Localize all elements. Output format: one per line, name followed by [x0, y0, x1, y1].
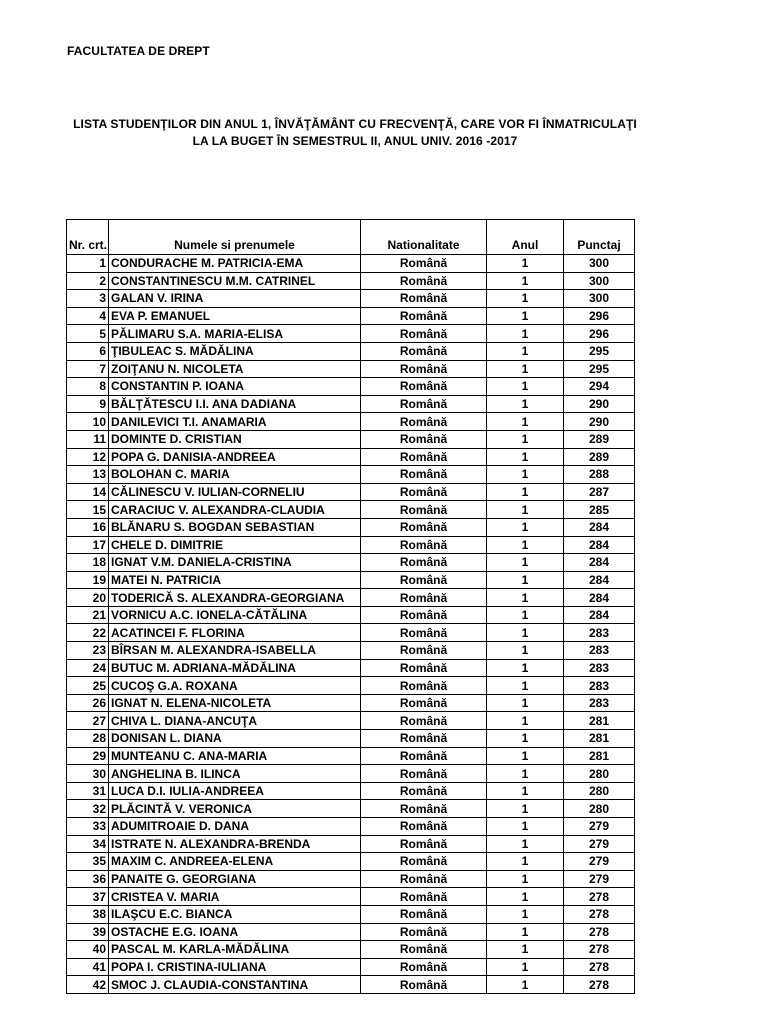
row-number-cell: 4	[67, 307, 109, 325]
year-cell: 1	[487, 430, 564, 448]
student-name-cell: CĂLINESCU V. IULIAN-CORNELIU	[109, 483, 361, 501]
table-row	[67, 694, 635, 712]
score-cell: 300	[564, 290, 635, 308]
table-row	[67, 378, 635, 396]
row-number-cell: 36	[67, 870, 109, 888]
student-name-cell: DONISAN L. DIANA	[109, 730, 361, 748]
score-cell: 294	[564, 378, 635, 396]
row-number-cell: 6	[67, 342, 109, 360]
table-row	[67, 325, 635, 343]
score-cell: 278	[564, 958, 635, 976]
year-cell: 1	[487, 466, 564, 484]
nationality-cell: Română	[361, 413, 487, 431]
student-name-cell: ISTRATE N. ALEXANDRA-BRENDA	[109, 835, 361, 853]
nationality-cell: Română	[361, 571, 487, 589]
nationality-cell: Română	[361, 800, 487, 818]
table-row	[67, 342, 635, 360]
column-header-nr: Nr. crt.	[67, 220, 109, 255]
row-number-cell: 33	[67, 818, 109, 836]
table-row	[67, 870, 635, 888]
score-cell: 284	[564, 536, 635, 554]
year-cell: 1	[487, 835, 564, 853]
student-name-cell: CRISTEA V. MARIA	[109, 888, 361, 906]
table-row	[67, 360, 635, 378]
student-name-cell: BUTUC M. ADRIANA-MĂDĂLINA	[109, 659, 361, 677]
table-row	[67, 272, 635, 290]
score-cell: 296	[564, 325, 635, 343]
nationality-cell: Română	[361, 483, 487, 501]
student-name-cell: CHIVA L. DIANA-ANCUŢA	[109, 712, 361, 730]
nationality-cell: Română	[361, 272, 487, 290]
table-row	[67, 976, 635, 994]
nationality-cell: Română	[361, 606, 487, 624]
score-cell: 300	[564, 272, 635, 290]
nationality-cell: Română	[361, 888, 487, 906]
row-number-cell: 20	[67, 589, 109, 607]
table-row	[67, 554, 635, 572]
student-name-cell: IGNAT N. ELENA-NICOLETA	[109, 694, 361, 712]
student-name-cell: CONSTANTINESCU M.M. CATRINEL	[109, 272, 361, 290]
score-cell: 284	[564, 554, 635, 572]
student-name-cell: MUNTEANU C. ANA-MARIA	[109, 747, 361, 765]
student-name-cell: VORNICU A.C. IONELA-CĂTĂLINA	[109, 606, 361, 624]
year-cell: 1	[487, 606, 564, 624]
table-row	[67, 800, 635, 818]
student-name-cell: DOMINTE D. CRISTIAN	[109, 430, 361, 448]
row-number-cell: 9	[67, 395, 109, 413]
table-row	[67, 923, 635, 941]
score-cell: 295	[564, 360, 635, 378]
year-cell: 1	[487, 870, 564, 888]
score-cell: 283	[564, 677, 635, 695]
score-cell: 290	[564, 413, 635, 431]
year-cell: 1	[487, 325, 564, 343]
student-name-cell: TODERICĂ S. ALEXANDRA-GEORGIANA	[109, 589, 361, 607]
row-number-cell: 22	[67, 624, 109, 642]
year-cell: 1	[487, 589, 564, 607]
nationality-cell: Română	[361, 307, 487, 325]
student-name-cell: LUCA D.I. IULIA-ANDREEA	[109, 782, 361, 800]
row-number-cell: 32	[67, 800, 109, 818]
score-cell: 279	[564, 870, 635, 888]
nationality-cell: Română	[361, 747, 487, 765]
year-cell: 1	[487, 483, 564, 501]
year-cell: 1	[487, 941, 564, 959]
score-cell: 279	[564, 853, 635, 871]
student-name-cell: IGNAT V.M. DANIELA-CRISTINA	[109, 554, 361, 572]
table-row	[67, 712, 635, 730]
row-number-cell: 15	[67, 501, 109, 519]
row-number-cell: 29	[67, 747, 109, 765]
nationality-cell: Română	[361, 765, 487, 783]
nationality-cell: Română	[361, 835, 487, 853]
nationality-cell: Română	[361, 501, 487, 519]
student-name-cell: BOLOHAN C. MARIA	[109, 466, 361, 484]
score-cell: 283	[564, 624, 635, 642]
year-cell: 1	[487, 818, 564, 836]
year-cell: 1	[487, 571, 564, 589]
table-row	[67, 501, 635, 519]
score-cell: 295	[564, 342, 635, 360]
student-name-cell: PANAITE G. GEORGIANA	[109, 870, 361, 888]
nationality-cell: Română	[361, 976, 487, 994]
row-number-cell: 7	[67, 360, 109, 378]
table-row	[67, 395, 635, 413]
nationality-cell: Română	[361, 395, 487, 413]
nationality-cell: Română	[361, 430, 487, 448]
year-cell: 1	[487, 853, 564, 871]
student-name-cell: DANILEVICI T.I. ANAMARIA	[109, 413, 361, 431]
year-cell: 1	[487, 360, 564, 378]
year-cell: 1	[487, 307, 564, 325]
score-cell: 278	[564, 905, 635, 923]
student-name-cell: OSTACHE E.G. IOANA	[109, 923, 361, 941]
row-number-cell: 28	[67, 730, 109, 748]
student-name-cell: ZOIŢANU N. NICOLETA	[109, 360, 361, 378]
row-number-cell: 21	[67, 606, 109, 624]
year-cell: 1	[487, 712, 564, 730]
row-number-cell: 19	[67, 571, 109, 589]
row-number-cell: 13	[67, 466, 109, 484]
year-cell: 1	[487, 413, 564, 431]
year-cell: 1	[487, 958, 564, 976]
row-number-cell: 3	[67, 290, 109, 308]
year-cell: 1	[487, 554, 564, 572]
row-number-cell: 8	[67, 378, 109, 396]
student-name-cell: GALAN V. IRINA	[109, 290, 361, 308]
score-cell: 278	[564, 976, 635, 994]
score-cell: 278	[564, 888, 635, 906]
table-row	[67, 255, 635, 273]
student-name-cell: ADUMITROAIE D. DANA	[109, 818, 361, 836]
year-cell: 1	[487, 923, 564, 941]
nationality-cell: Română	[361, 518, 487, 536]
student-name-cell: PĂLIMARU S.A. MARIA-ELISA	[109, 325, 361, 343]
row-number-cell: 16	[67, 518, 109, 536]
row-number-cell: 26	[67, 694, 109, 712]
year-cell: 1	[487, 342, 564, 360]
year-cell: 1	[487, 800, 564, 818]
column-header-nationality: Nationalitate	[361, 220, 487, 255]
score-cell: 284	[564, 571, 635, 589]
nationality-cell: Română	[361, 290, 487, 308]
nationality-cell: Română	[361, 677, 487, 695]
year-cell: 1	[487, 677, 564, 695]
year-cell: 1	[487, 624, 564, 642]
table-row	[67, 290, 635, 308]
year-cell: 1	[487, 255, 564, 273]
student-name-cell: ILAŞCU E.C. BIANCA	[109, 905, 361, 923]
row-number-cell: 12	[67, 448, 109, 466]
score-cell: 284	[564, 518, 635, 536]
student-name-cell: SMOC J. CLAUDIA-CONSTANTINA	[109, 976, 361, 994]
year-cell: 1	[487, 694, 564, 712]
score-cell: 281	[564, 747, 635, 765]
year-cell: 1	[487, 536, 564, 554]
student-name-cell: PLĂCINTĂ V. VERONICA	[109, 800, 361, 818]
row-number-cell: 34	[67, 835, 109, 853]
score-cell: 278	[564, 941, 635, 959]
faculty-name: FACULTATEA DE DREPT	[67, 44, 210, 58]
score-cell: 279	[564, 835, 635, 853]
score-cell: 290	[564, 395, 635, 413]
nationality-cell: Română	[361, 958, 487, 976]
table-row	[67, 835, 635, 853]
nationality-cell: Română	[361, 378, 487, 396]
year-cell: 1	[487, 448, 564, 466]
nationality-cell: Română	[361, 624, 487, 642]
table-row	[67, 413, 635, 431]
nationality-cell: Română	[361, 853, 487, 871]
year-cell: 1	[487, 378, 564, 396]
row-number-cell: 35	[67, 853, 109, 871]
year-cell: 1	[487, 976, 564, 994]
nationality-cell: Română	[361, 818, 487, 836]
score-cell: 289	[564, 448, 635, 466]
row-number-cell: 14	[67, 483, 109, 501]
column-header-score: Punctaj	[564, 220, 635, 255]
row-number-cell: 11	[67, 430, 109, 448]
row-number-cell: 37	[67, 888, 109, 906]
score-cell: 279	[564, 818, 635, 836]
nationality-cell: Română	[361, 342, 487, 360]
row-number-cell: 5	[67, 325, 109, 343]
score-cell: 280	[564, 782, 635, 800]
year-cell: 1	[487, 272, 564, 290]
nationality-cell: Română	[361, 360, 487, 378]
year-cell: 1	[487, 518, 564, 536]
nationality-cell: Română	[361, 642, 487, 660]
row-number-cell: 18	[67, 554, 109, 572]
nationality-cell: Română	[361, 448, 487, 466]
score-cell: 278	[564, 923, 635, 941]
score-cell: 285	[564, 501, 635, 519]
nationality-cell: Română	[361, 941, 487, 959]
year-cell: 1	[487, 888, 564, 906]
table-row	[67, 941, 635, 959]
student-name-cell: CONSTANTIN P. IOANA	[109, 378, 361, 396]
student-name-cell: CONDURACHE M. PATRICIA-EMA	[109, 255, 361, 273]
score-cell: 284	[564, 589, 635, 607]
student-name-cell: BÎRSAN M. ALEXANDRA-ISABELLA	[109, 642, 361, 660]
table-row	[67, 606, 635, 624]
table-row	[67, 448, 635, 466]
table-row	[67, 624, 635, 642]
table-row	[67, 677, 635, 695]
nationality-cell: Română	[361, 255, 487, 273]
nationality-cell: Română	[361, 466, 487, 484]
column-header-name: Numele si prenumele	[109, 220, 361, 255]
nationality-cell: Română	[361, 589, 487, 607]
document-title-line-1: LISTA STUDENŢILOR DIN ANUL 1, ÎNVĂŢĂMÂNT CU FRECVENŢĂ, CARE VOR FI ÎNMATRICULAŢI	[73, 117, 637, 131]
year-cell: 1	[487, 747, 564, 765]
year-cell: 1	[487, 642, 564, 660]
student-name-cell: EVA P. EMANUEL	[109, 307, 361, 325]
table-row	[67, 430, 635, 448]
student-name-cell: POPA G. DANISIA-ANDREEA	[109, 448, 361, 466]
student-name-cell: CUCOŞ G.A. ROXANA	[109, 677, 361, 695]
table-row	[67, 589, 635, 607]
score-cell: 280	[564, 800, 635, 818]
score-cell: 288	[564, 466, 635, 484]
table-row	[67, 518, 635, 536]
table-row	[67, 888, 635, 906]
table-row	[67, 958, 635, 976]
year-cell: 1	[487, 782, 564, 800]
score-cell: 300	[564, 255, 635, 273]
row-number-cell: 31	[67, 782, 109, 800]
table-row	[67, 466, 635, 484]
row-number-cell: 41	[67, 958, 109, 976]
table-row	[67, 536, 635, 554]
nationality-cell: Română	[361, 730, 487, 748]
nationality-cell: Română	[361, 923, 487, 941]
year-cell: 1	[487, 905, 564, 923]
row-number-cell: 30	[67, 765, 109, 783]
score-cell: 287	[564, 483, 635, 501]
row-number-cell: 39	[67, 923, 109, 941]
student-name-cell: POPA I. CRISTINA-IULIANA	[109, 958, 361, 976]
student-name-cell: BĂLŢĂTESCU I.I. ANA DADIANA	[109, 395, 361, 413]
document-title-line-2: LA LA BUGET ÎN SEMESTRUL II, ANUL UNIV. 2016 -2017	[192, 134, 518, 148]
row-number-cell: 42	[67, 976, 109, 994]
nationality-cell: Română	[361, 536, 487, 554]
year-cell: 1	[487, 730, 564, 748]
table-row	[67, 747, 635, 765]
student-name-cell: CARACIUC V. ALEXANDRA-CLAUDIA	[109, 501, 361, 519]
table-row	[67, 905, 635, 923]
year-cell: 1	[487, 659, 564, 677]
row-number-cell: 27	[67, 712, 109, 730]
student-name-cell: ACATINCEI F. FLORINA	[109, 624, 361, 642]
score-cell: 296	[564, 307, 635, 325]
score-cell: 284	[564, 606, 635, 624]
nationality-cell: Română	[361, 870, 487, 888]
table-row	[67, 659, 635, 677]
student-name-cell: BLĂNARU S. BOGDAN SEBASTIAN	[109, 518, 361, 536]
student-name-cell: ANGHELINA B. ILINCA	[109, 765, 361, 783]
row-number-cell: 40	[67, 941, 109, 959]
row-number-cell: 10	[67, 413, 109, 431]
table-header-row	[67, 220, 635, 255]
score-cell: 283	[564, 694, 635, 712]
score-cell: 283	[564, 659, 635, 677]
year-cell: 1	[487, 290, 564, 308]
nationality-cell: Română	[361, 712, 487, 730]
students-table	[66, 219, 635, 994]
nationality-cell: Română	[361, 905, 487, 923]
row-number-cell: 1	[67, 255, 109, 273]
table-row	[67, 483, 635, 501]
student-name-cell: MATEI N. PATRICIA	[109, 571, 361, 589]
score-cell: 281	[564, 712, 635, 730]
year-cell: 1	[487, 765, 564, 783]
table-row	[67, 818, 635, 836]
row-number-cell: 25	[67, 677, 109, 695]
student-name-cell: PASCAL M. KARLA-MĂDĂLINA	[109, 941, 361, 959]
year-cell: 1	[487, 395, 564, 413]
year-cell: 1	[487, 501, 564, 519]
table-row	[67, 307, 635, 325]
student-name-cell: CHELE D. DIMITRIE	[109, 536, 361, 554]
nationality-cell: Română	[361, 694, 487, 712]
table-row	[67, 642, 635, 660]
nationality-cell: Română	[361, 782, 487, 800]
table-row	[67, 571, 635, 589]
row-number-cell: 24	[67, 659, 109, 677]
table-row	[67, 730, 635, 748]
table-row	[67, 765, 635, 783]
row-number-cell: 2	[67, 272, 109, 290]
score-cell: 281	[564, 730, 635, 748]
row-number-cell: 38	[67, 905, 109, 923]
nationality-cell: Română	[361, 325, 487, 343]
nationality-cell: Română	[361, 659, 487, 677]
score-cell: 280	[564, 765, 635, 783]
table-row	[67, 782, 635, 800]
score-cell: 289	[564, 430, 635, 448]
row-number-cell: 23	[67, 642, 109, 660]
student-name-cell: MAXIM C. ANDREEA-ELENA	[109, 853, 361, 871]
row-number-cell: 17	[67, 536, 109, 554]
score-cell: 283	[564, 642, 635, 660]
student-name-cell: ŢIBULEAC S. MĂDĂLINA	[109, 342, 361, 360]
table-row	[67, 853, 635, 871]
nationality-cell: Română	[361, 554, 487, 572]
column-header-year: Anul	[487, 220, 564, 255]
